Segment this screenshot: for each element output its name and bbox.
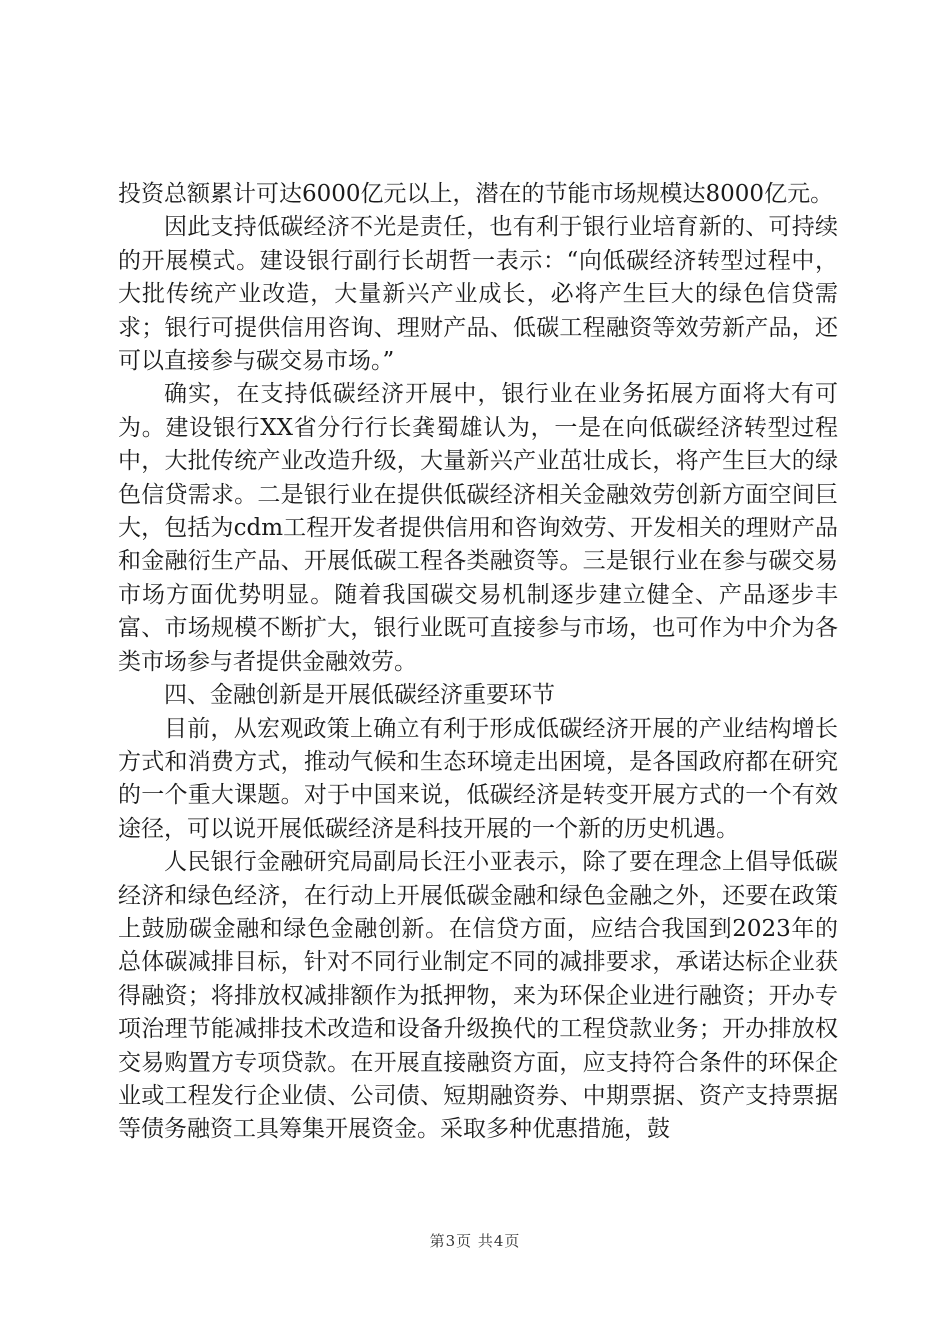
paragraph-continuation: 投资总额累计可达6000亿元以上，潜在的节能市场规模达8000亿元。 [118, 181, 834, 207]
paragraph-bank-responsibility: 因此支持低碳经济不光是责任，也有利于银行业培育新的、可持续的开展模式。建设银行副行长胡哲一表示：“向低碳经济转型过程中，大批传统产业改造，大量新兴产业成长，必将产生巨大的绿色信贷需求；银行可提供信用咨询、理财产品、低碳工程融资等效劳新产品，还可以直接参与碳交易市场。” [118, 214, 838, 375]
paragraph-pboc-view: 人民银行金融研究局副局长汪小亚表示，除了要在理念上倡导低碳经济和绿色经济，在行动上开展低碳金融和绿色金融之外，还要在政策上鼓励碳金融和绿色金融创新。在信贷方面，应结合我国到2023年的总体碳减排目标，针对不同行业制定不同的减排要求，承诺达标企业获得融资；将排放权减排额作为抵押物，来为环保企业进行融资；开办专项治理节能减排技术改造和设备升级换代的工程贷款业务；开办排放权交易购置方专项贷款。在开展直接融资方面，应支持符合条件的环保企业或工程发行企业债、公司债、短期融资券、中期票据、资产支持票据等债务融资工具筹集开展资金。采取多种优惠措施，鼓 [118, 849, 838, 1143]
document-body [118, 178, 838, 1147]
paragraph-macro-policy: 目前，从宏观政策上确立有利于形成低碳经济开展的产业结构增长方式和消费方式，推动气候和生态环境走出困境，是各国政府都在研究的一个重大课题。对于中国来说，低碳经济是转变开展方式的一个有效途径，可以说开展低碳经济是科技开展的一个新的历史机遇。 [118, 715, 838, 842]
page-footer: 第3页 共4页 [429, 1232, 521, 1250]
paragraph-bank-opportunities: 确实，在支持低碳经济开展中，银行业在业务拓展方面将大有可为。建设银行XX省分行行长龚蜀雄认为，一是在向低碳经济转型过程中，大批传统产业改造升级，大量新兴产业茁壮成长，将产生巨大的绿色信贷需求。二是银行业在提供低碳经济相关金融效劳创新方面空间巨大，包括为cdm工程开发者提供信用和咨询效劳、开发相关的理财产品和金融衍生产品、开展低碳工程各类融资等。三是银行业在参与碳交易市场方面优势明显。随着我国碳交易机制逐步建立健全、产品逐步丰富、市场规模不断扩大，银行业既可直接参与市场，也可作为中介为各类市场参与者提供金融效劳。 [118, 381, 838, 675]
section-heading: 四、金融创新是开展低碳经济重要环节 [164, 682, 555, 709]
